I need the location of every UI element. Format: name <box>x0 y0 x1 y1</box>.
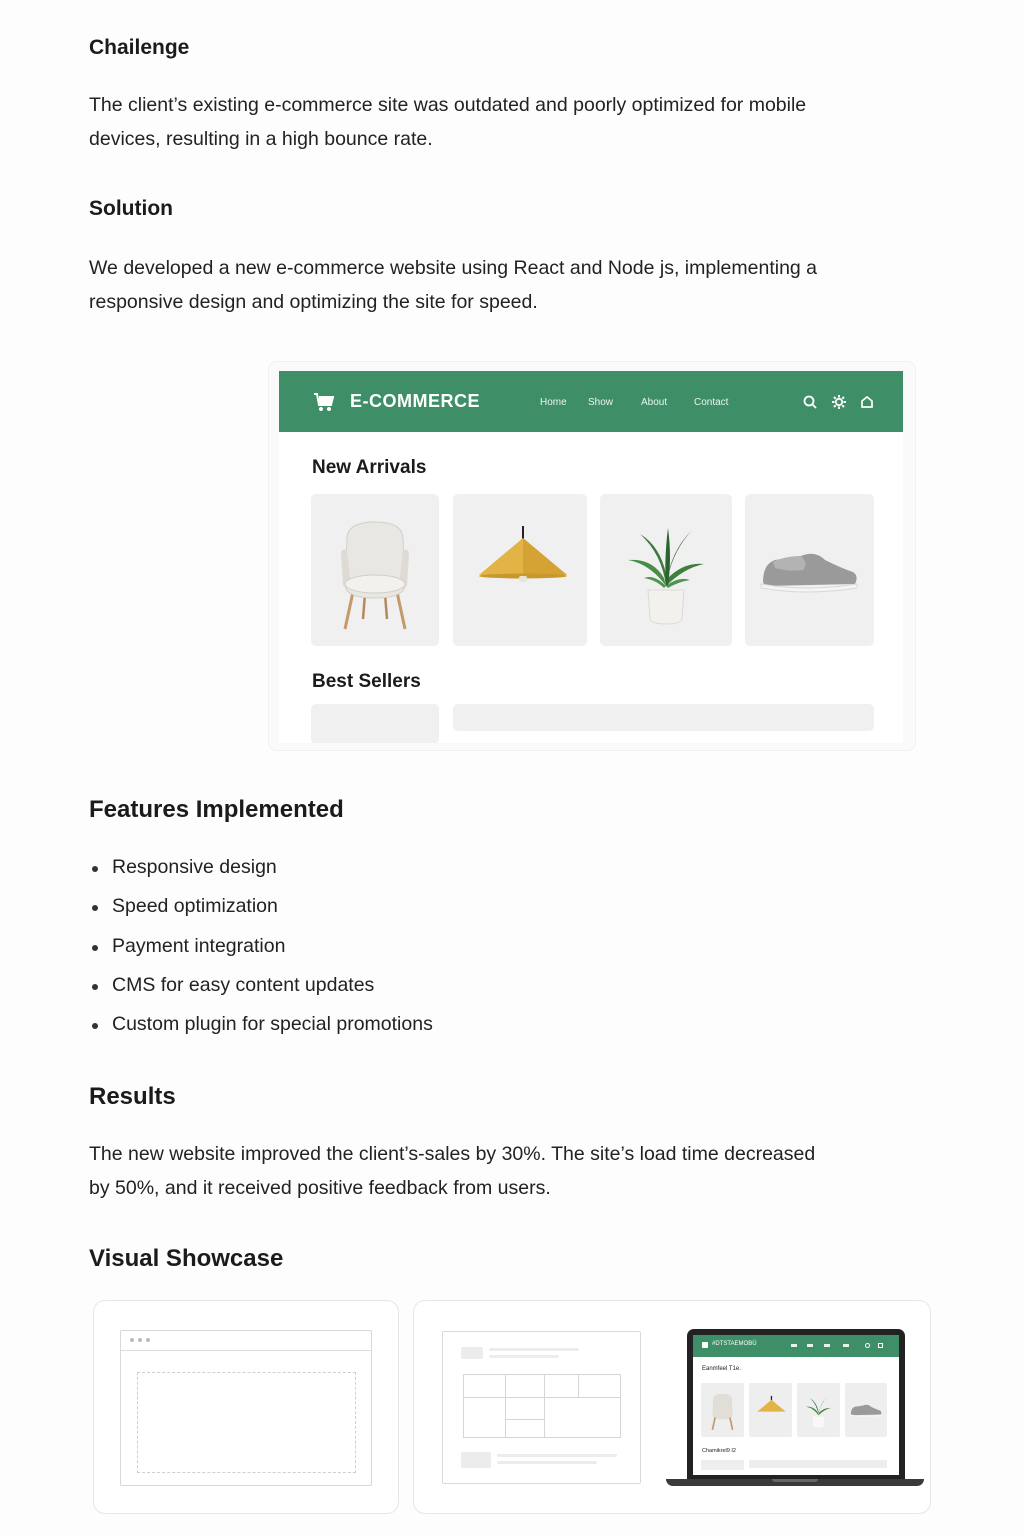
product-card-plant[interactable] <box>600 494 732 646</box>
feature-item: CMS for easy content updates <box>89 974 433 1013</box>
chair-icon <box>311 494 439 646</box>
product-card-lamp[interactable] <box>453 494 587 646</box>
best-sellers-title: Best Sellers <box>312 671 421 692</box>
search-icon[interactable] <box>802 394 818 410</box>
solution-body-line-1: We developed a new e-commerce website using React and Node js, implementing a <box>89 257 818 279</box>
nav-show[interactable]: Show <box>588 397 614 408</box>
feature-item: Responsive design <box>89 856 433 895</box>
best-seller-placeholder <box>311 704 439 743</box>
content-placeholder <box>137 1372 356 1473</box>
product-card-sneaker[interactable] <box>745 494 874 646</box>
layout-wireframe <box>442 1331 641 1484</box>
laptop-section-title-2: Chamikrel9 I2 <box>702 1448 736 1454</box>
results-body <box>89 1137 919 1205</box>
laptop-section-title-1: Eanmfeel T1e. <box>702 1366 741 1372</box>
cart-icon <box>702 1342 708 1348</box>
results-heading: Results <box>89 1083 176 1110</box>
browser-wireframe <box>120 1330 372 1486</box>
challenge-body <box>89 88 919 156</box>
mockup-navbar <box>279 371 903 432</box>
laptop-tile-chair <box>701 1383 744 1437</box>
gear-icon[interactable] <box>831 394 847 410</box>
laptop-tile-sneaker <box>845 1383 887 1437</box>
laptop-navbar <box>693 1335 899 1357</box>
lamp-icon <box>453 494 587 646</box>
feature-item: Speed optimization <box>89 895 433 934</box>
showcase-card-devices[interactable] <box>413 1300 931 1514</box>
nav-about[interactable]: About <box>641 397 668 408</box>
challenge-heading: Chailenge <box>89 36 190 59</box>
home-icon[interactable] <box>859 394 875 410</box>
features-heading: Features Implemented <box>89 796 344 823</box>
best-seller-placeholder-wide <box>453 704 874 731</box>
results-body-line-2: by 50%, and it received positive feedback from users. <box>89 1177 551 1199</box>
feature-item: Custom plugin for special promotions <box>89 1013 433 1052</box>
mockup-brand: E-COMMERCE <box>350 391 480 411</box>
challenge-body-line-1: The client’s existing e-commerce site was outdated and poorly optimized for mobile <box>89 94 807 116</box>
plant-icon <box>600 494 732 646</box>
cart-icon <box>313 392 335 412</box>
features-list <box>89 856 433 1052</box>
laptop-brand: #DTSTAEMOBÜ <box>712 1341 757 1347</box>
solution-body-line-2: responsive design and optimizing the site for speed. <box>89 291 538 313</box>
new-arrivals-title: New Arrivals <box>312 457 427 478</box>
sneaker-icon <box>745 494 874 646</box>
results-body-line-1: The new website improved the client’s-sales by 30%. The site’s load time decreased <box>89 1143 816 1165</box>
feature-item: Payment integration <box>89 935 433 974</box>
laptop-tile-plant <box>797 1383 840 1437</box>
product-card-chair[interactable] <box>311 494 439 646</box>
nav-home[interactable]: Home <box>540 397 567 408</box>
browser-toolbar <box>121 1331 371 1351</box>
solution-body <box>89 251 919 319</box>
solution-heading: Solution <box>89 197 173 220</box>
showcase-heading: Visual Showcase <box>89 1245 284 1272</box>
showcase-card-wireframe[interactable] <box>93 1300 399 1514</box>
laptop-screen <box>687 1329 905 1479</box>
challenge-body-line-2: devices, resulting in a high bounce rate. <box>89 128 433 150</box>
nav-contact[interactable]: Contact <box>694 397 729 408</box>
laptop-tile-lamp <box>749 1383 792 1437</box>
ecommerce-mockup <box>279 371 903 743</box>
laptop-base <box>666 1479 924 1486</box>
